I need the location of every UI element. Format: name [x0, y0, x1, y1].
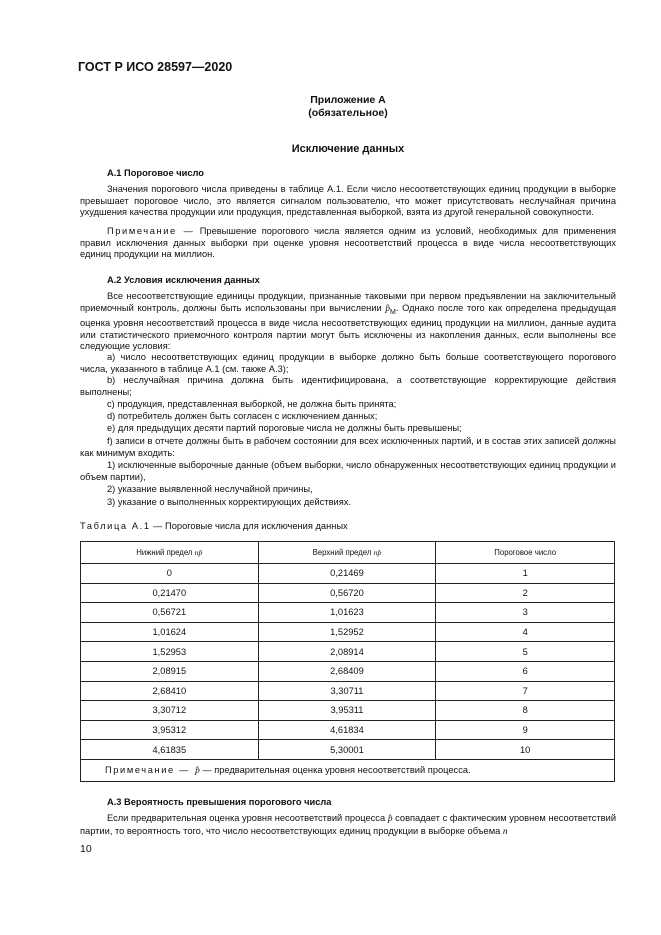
- appendix-subtitle: (обязательное): [308, 107, 388, 119]
- appendix-heading: [80, 94, 616, 120]
- table-cell: 2,08914: [258, 642, 436, 662]
- table-cell: 5: [436, 642, 615, 662]
- table-cell: 4: [436, 622, 615, 642]
- a2-item-c: c) продукция, представленная выборкой, не должна быть принята;: [107, 399, 397, 409]
- col-header-threshold: Пороговое число: [436, 542, 615, 564]
- table-row: [81, 642, 615, 662]
- p-hat-subscript: M: [389, 308, 396, 316]
- table-cell: 3,30712: [81, 701, 259, 721]
- col-header-lower: [81, 542, 259, 564]
- a3-text-1: Если предварительная оценка уровня несоответствий процесса: [107, 813, 386, 823]
- p-hat-symbol: p̂: [385, 303, 390, 314]
- table-cell: 0: [81, 564, 259, 584]
- table-row: [81, 701, 615, 721]
- table-cell: 8: [436, 701, 615, 721]
- table-cell: 2,08915: [81, 661, 259, 681]
- standard-header: ГОСТ Р ИСО 28597—2020: [78, 60, 233, 74]
- table-caption-text: — Пороговые числа для исключения данных: [150, 521, 348, 531]
- table-cell: 1: [436, 564, 615, 584]
- col-header-lower-text: Нижний предел: [136, 548, 193, 557]
- a2-heading: А.2 Условия исключения данных: [107, 275, 260, 285]
- np-hat-symbol: np̂: [373, 548, 382, 557]
- table-caption-label: Таблица А.1: [80, 521, 151, 531]
- threshold-table: [80, 541, 615, 782]
- table-cell: 4,61835: [81, 740, 259, 760]
- table-row: [81, 603, 615, 623]
- table-cell: 2,68409: [258, 661, 436, 681]
- table-cell: 3,95312: [81, 720, 259, 740]
- table-cell: 7: [436, 681, 615, 701]
- a1-heading: А.1 Пороговое число: [107, 168, 204, 178]
- table-cell: 1,52952: [258, 622, 436, 642]
- a1-note-text: Превышение порогового числа является одним из условий, необходимых для применения правил исключения данных выборки при оценке уровня несоответствий процесса в виде числа несоответствующих единиц продукции на миллион.: [80, 226, 616, 260]
- table-cell: 3: [436, 603, 615, 623]
- table-row: [81, 583, 615, 603]
- table-note: [81, 759, 615, 781]
- a2-subitem-1: 1) исключенные выборочные данные (объем выборки, число обнаруженных несоответствующих единиц продукции и объем партии),: [80, 460, 616, 482]
- table-note-row: [81, 759, 615, 781]
- table-cell: 0,21470: [81, 583, 259, 603]
- page-number: 10: [80, 843, 92, 855]
- a2-item-f: f) записи в отчете должны быть в рабочем состоянии для всех исключенных партий, и в состав этих записей должны как минимум входить:: [80, 436, 616, 458]
- table-cell: 1,01624: [81, 622, 259, 642]
- table-cell: 3,95311: [258, 701, 436, 721]
- a2-item-a: а) число несоответствующих единиц продукции в выборке должно быть больше соответствующего порогового числа, указанного в таблице А.1 (см. также А.3);: [80, 352, 616, 374]
- table-cell: 2: [436, 583, 615, 603]
- table-cell: 1,01623: [258, 603, 436, 623]
- table-cell: 10: [436, 740, 615, 760]
- table-row: [81, 681, 615, 701]
- var-n: n: [502, 826, 508, 837]
- a3-paragraph: [80, 813, 616, 838]
- a2-item-d: d) потребитель должен быть согласен с исключением данных;: [107, 411, 378, 421]
- a1-note: [80, 226, 616, 261]
- a1-paragraph: Значения порогового числа приведены в таблице А.1. Если число несоответствующих единиц продукции в выборке превышает пороговое число, это является сигналом пользователю, что может присутствовать неслучайная причина ухудшения качества продукции или продукция, представленная выборкой, взята из другой генеральной совокупности.: [80, 184, 616, 218]
- col-header-upper: [258, 542, 436, 564]
- table-cell: 1,52953: [81, 642, 259, 662]
- col-header-upper-text: Верхний предел: [312, 548, 372, 557]
- table-caption: [80, 521, 348, 531]
- table-header-row: [81, 542, 615, 564]
- table-cell: 0,21469: [258, 564, 436, 584]
- appendix-title: Приложение А: [310, 94, 386, 106]
- a2-paragraph: [80, 291, 616, 353]
- a2-text-2: . Однако после того как определена предыдущая оценка уровня несоответствий процесса в виде числа несоответствующих единиц продукции на миллион, данные аудита или статистического приемочного контроля партии могут быть исключены из накопления данных, если выполнены все следующие условия:: [80, 302, 616, 352]
- a2-item-e: e) для предыдущих десяти партий пороговые числа не должны быть превышены;: [107, 423, 462, 433]
- table-row: [81, 720, 615, 740]
- a3-text-2: совпадает с фактическим уровнем несоответствий партии, то вероятность того, что число несоответствующих единиц продукции в выборке объема: [80, 813, 617, 836]
- a2-subitem-3: 3) указание о выполненных корректирующих действиях.: [107, 497, 351, 507]
- section-title: Исключение данных: [291, 143, 405, 155]
- table-note-text: — предварительная оценка уровня несоответствий процесса.: [199, 764, 471, 775]
- table-cell: 2,68410: [81, 681, 259, 701]
- table-note-label: Примечание —: [105, 764, 190, 775]
- table-cell: 3,30711: [258, 681, 436, 701]
- table-row: [81, 564, 615, 584]
- table-cell: 6: [436, 661, 615, 681]
- np-hat-symbol: np̂: [194, 548, 203, 557]
- a2-item-b: b) неслучайная причина должна быть идентифицирована, а соответствующие корректирующие действия выполнены;: [80, 375, 616, 397]
- table-row: [81, 740, 615, 760]
- a2-subitem-2: 2) указание выявленной неслучайной причины,: [107, 484, 313, 494]
- table-cell: 0,56721: [81, 603, 259, 623]
- p-hat-symbol: p̂: [195, 765, 200, 776]
- table-cell: 5,30001: [258, 740, 436, 760]
- a1-note-label: Примечание —: [107, 226, 195, 236]
- table-row: [81, 661, 615, 681]
- table-cell: 9: [436, 720, 615, 740]
- table-row: [81, 622, 615, 642]
- table-cell: 4,61834: [258, 720, 436, 740]
- p-hat-symbol: p̂: [387, 814, 393, 824]
- table-cell: 0,56720: [258, 583, 436, 603]
- a3-heading: А.3 Вероятность превышения порогового числа: [107, 797, 332, 807]
- a2-text-1: Все несоответствующие единицы продукции, признанные таковыми при первом предъявлении на заключительный приемочный контроль, должны быть использованы при вычислении: [80, 291, 616, 313]
